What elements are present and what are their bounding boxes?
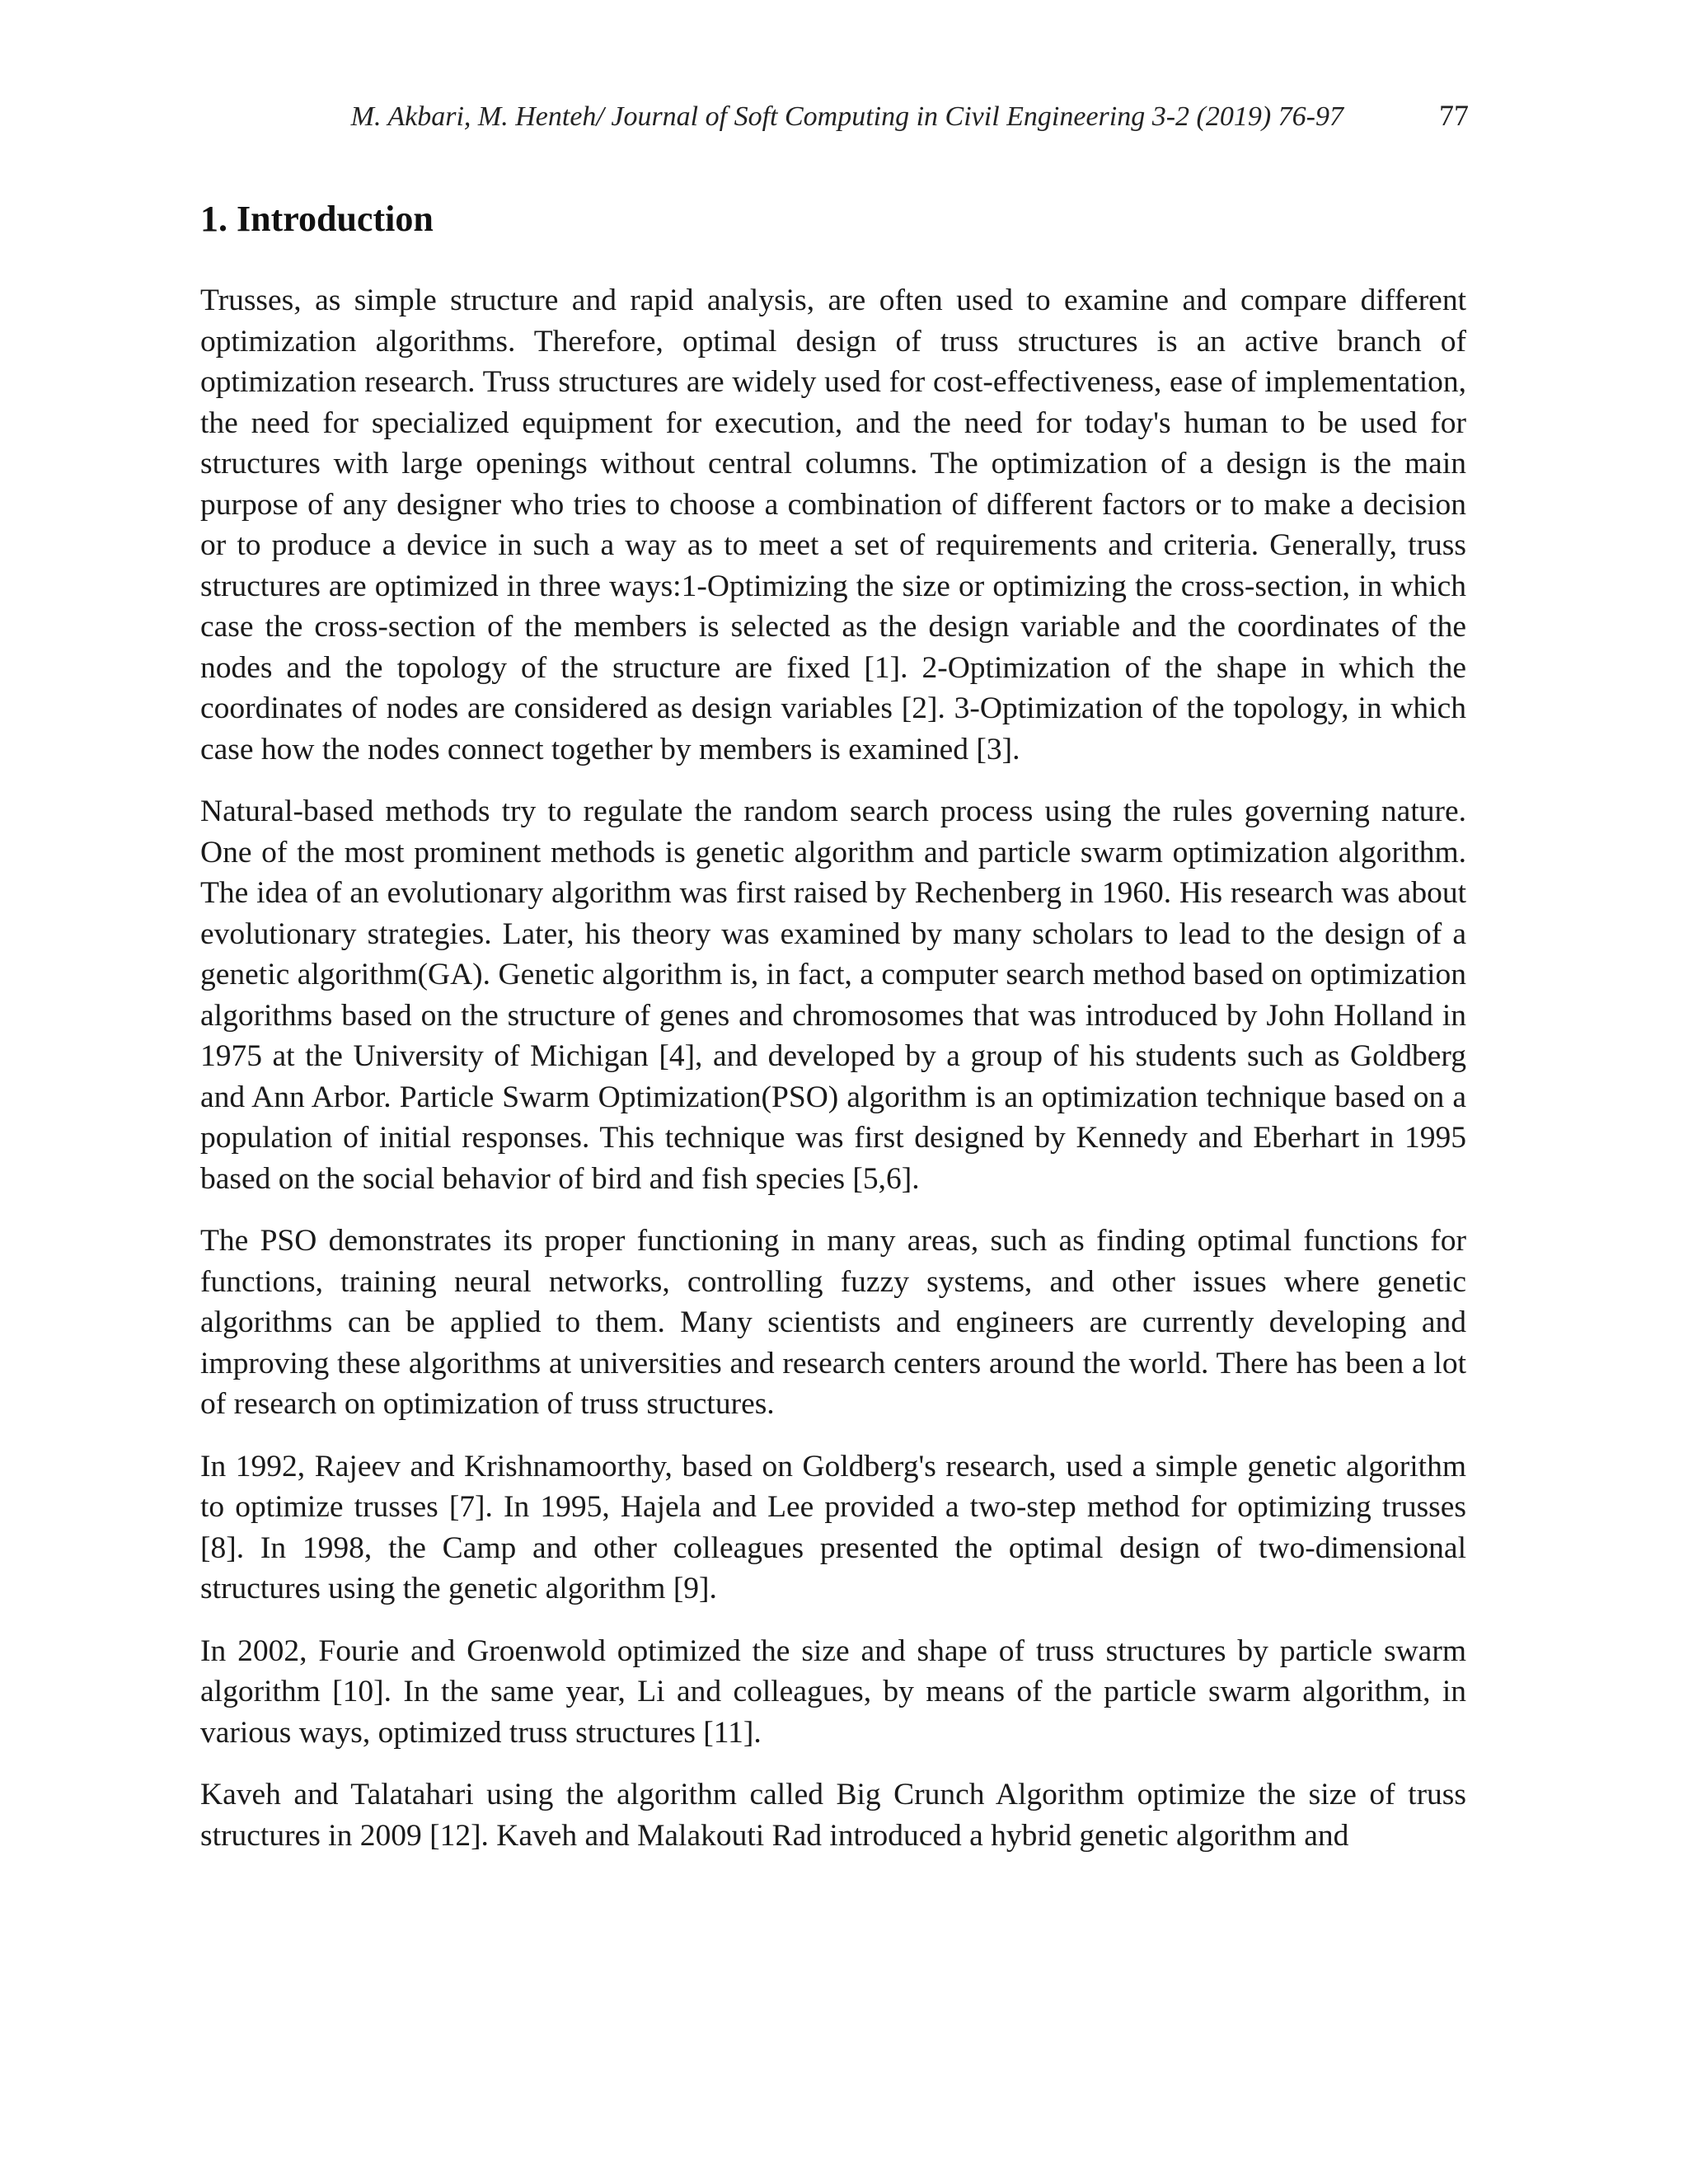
section-title: 1. Introduction (200, 199, 434, 239)
paragraph-2009-research: Kaveh and Talatahari using the algorithm called Big Crunch Algorithm optimize the size of truss structures in 2009 [12]. Kaveh and Malakouti Rad introduced a hybrid genetic algorithm and (200, 1778, 1466, 1853)
page-number: 77 (1439, 99, 1469, 132)
paragraph-truss-optimization: Trusses, as simple structure and rapid analysis, are often used to examine and compare different optimization algorithms. Therefore, optimal design of truss structures is an active branch of optimization research. Truss structures are widely used for cost-effectiveness, ease of implementation, the need for specialized equipment for execution, and the need for today's human to be used for structures with large openings without central columns. The optimization of a design is the main purpose of any designer who tries to choose a combination of different factors or to make a decision or to produce a device in such a way as to meet a set of requirements and criteria. Generally, truss structures are optimized in three ways:1-Optimizing the size or optimizing the cross-section, in which case the cross-section of the members is selected as the design variable and the coordinates of the nodes and the topology of the structure are fixed [1]. 2-Optimization of the shape in which the coordinates of nodes are considered as design variables [2]. 3-Optimization of the topology, in which case how the nodes connect together by members is examined [3]. (200, 284, 1466, 766)
running-header: M. Akbari, M. Henteh/ Journal of Soft Computing in Civil Engineering 3-2 (2019) 76-97 (350, 101, 1343, 132)
paragraph-pso-applications: The PSO demonstrates its proper functioning in many areas, such as finding optimal functions for functions, training neural networks, controlling fuzzy systems, and other issues where genetic algorithms can be applied to them. Many scientists and engineers are currently developing and improving these algorithms at universities and research centers around the world. There has been a lot of research on optimization of truss structures. (200, 1224, 1466, 1421)
paragraph-1992-research: In 1992, Rajeev and Krishnamoorthy, based on Goldberg's research, used a simple genetic algorithm to optimize trusses [7]. In 1995, Hajela and Lee provided a two-step method for optimizing trusses [8]. In 1998, the Camp and other colleagues presented the optimal design of two-dimensional structures using the genetic algorithm [9]. (200, 1449, 1466, 1605)
paragraph-natural-methods: Natural-based methods try to regulate the random search process using the rules governing nature. One of the most prominent methods is genetic algorithm and particle swarm optimization algorithm. The idea of an evolutionary algorithm was first raised by Rechenberg in 1960. His research was about evolutionary strategies. Later, his theory was examined by many scholars to lead to the design of a genetic algorithm(GA). Genetic algorithm is, in fact, a computer search method based on optimization algorithms based on the structure of genes and chromosomes that was introduced by John Holland in 1975 at the University of Michigan [4], and developed by a group of his students such as Goldberg and Ann Arbor. Particle Swarm Optimization(PSO) algorithm is an optimization technique based on a population of initial responses. This technique was first designed by Kennedy and Eberhart in 1995 based on the social behavior of bird and fish species [5,6]. (200, 794, 1466, 1196)
article-body (200, 194, 1466, 1877)
paragraph-2002-research: In 2002, Fourie and Groenwold optimized the size and shape of truss structures by particle swarm algorithm [10]. In the same year, Li and colleagues, by means of the particle swarm algorithm, in various ways, optimized truss structures [11]. (200, 1633, 1466, 1750)
